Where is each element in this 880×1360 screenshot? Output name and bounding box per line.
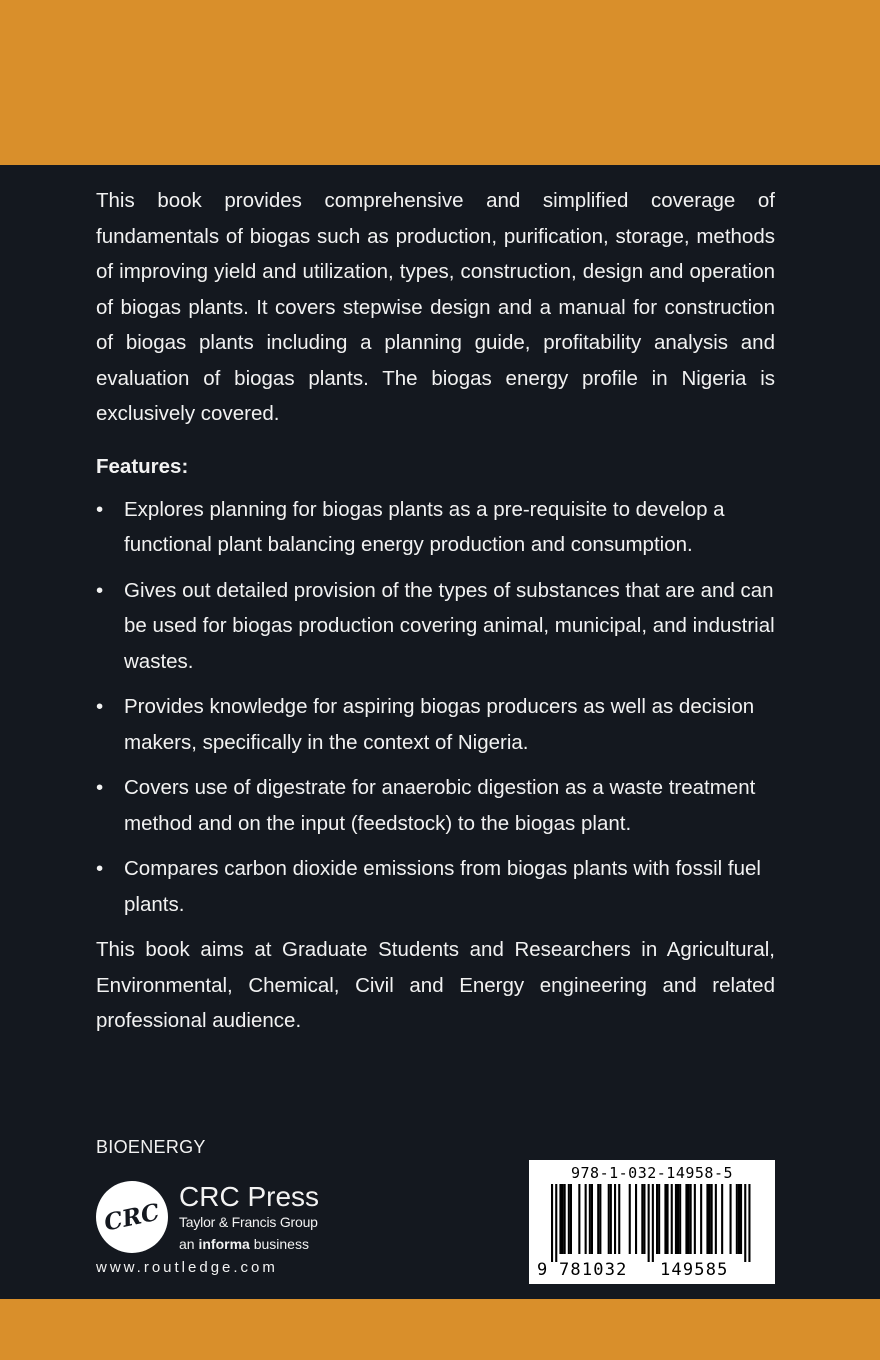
feature-item bbox=[96, 851, 775, 922]
crc-logo-icon: CRC bbox=[96, 1181, 168, 1253]
back-cover-text bbox=[96, 183, 775, 1039]
barcode-bar bbox=[562, 1184, 564, 1254]
feature-text: Gives out detailed provision of the types of substances that are and can be used for biogas production covering animal, municipal, and industrial wastes. bbox=[124, 578, 775, 673]
barcode-bar bbox=[700, 1184, 702, 1254]
barcode-bar bbox=[610, 1184, 612, 1254]
barcode-bar bbox=[599, 1184, 601, 1254]
publisher-tagline: an informa business bbox=[179, 1236, 309, 1252]
feature-item bbox=[96, 492, 775, 563]
barcode-bar bbox=[744, 1184, 746, 1262]
barcode-bar bbox=[730, 1184, 732, 1254]
barcode-bar bbox=[608, 1184, 610, 1254]
barcode-bar bbox=[559, 1184, 561, 1254]
barcode-bar bbox=[656, 1184, 658, 1254]
barcode-bar bbox=[721, 1184, 723, 1254]
barcode-bar bbox=[618, 1184, 620, 1254]
barcode-bar bbox=[551, 1184, 553, 1262]
barcode-bar bbox=[677, 1184, 679, 1254]
subject-category: BIOENERGY bbox=[96, 1137, 206, 1157]
barcode-bar bbox=[585, 1184, 587, 1254]
barcode-bar bbox=[578, 1184, 580, 1254]
barcode-bar bbox=[652, 1184, 654, 1262]
barcode-bar bbox=[667, 1184, 669, 1254]
barcode-bar bbox=[555, 1184, 557, 1262]
barcode-bar bbox=[614, 1184, 616, 1254]
bullet-icon: • bbox=[96, 497, 104, 521]
audience-paragraph: This book aims at Graduate Students and Researchers in Agricultural, Environmental, Chemical, Civil and Energy engineering and related professional audience. bbox=[96, 938, 775, 1032]
barcode-bar bbox=[658, 1184, 660, 1254]
barcode-bar bbox=[635, 1184, 637, 1254]
barcode-bar bbox=[671, 1184, 673, 1254]
barcode-bar bbox=[694, 1184, 696, 1254]
bullet-icon: • bbox=[96, 857, 104, 880]
barcode-bar bbox=[641, 1184, 643, 1254]
features-heading: Features: bbox=[96, 454, 189, 478]
barcode-bar bbox=[688, 1184, 690, 1254]
feature-item bbox=[96, 573, 775, 680]
barcode-bar bbox=[715, 1184, 717, 1254]
bullet-icon: • bbox=[96, 695, 104, 718]
feature-item bbox=[96, 770, 775, 841]
barcode-bar bbox=[597, 1184, 599, 1254]
barcode-bar bbox=[740, 1184, 742, 1254]
publisher-group: Taylor & Francis Group bbox=[179, 1214, 318, 1230]
barcode-bar bbox=[736, 1184, 738, 1254]
barcode-bar bbox=[748, 1184, 750, 1262]
website-link[interactable]: www.routledge.com bbox=[96, 1259, 278, 1276]
publisher-name: CRC Press bbox=[179, 1181, 320, 1212]
barcode-bar bbox=[568, 1184, 570, 1254]
barcode-bar bbox=[679, 1184, 681, 1254]
isbn-text: 978-1-032-14958-5 bbox=[570, 1164, 734, 1182]
barcode-bar bbox=[664, 1184, 666, 1254]
barcode-bar bbox=[709, 1184, 711, 1254]
barcode-bar bbox=[738, 1184, 740, 1254]
features-list bbox=[96, 492, 775, 923]
barcode-bar bbox=[591, 1184, 593, 1254]
barcode-bars bbox=[551, 1184, 753, 1262]
top-color-band bbox=[0, 0, 880, 165]
barcode-bar bbox=[629, 1184, 631, 1254]
feature-text: Compares carbon dioxide emissions from biogas plants with fossil fuel plants. bbox=[124, 857, 761, 916]
barcode-bar bbox=[706, 1184, 708, 1254]
bullet-icon: • bbox=[96, 578, 104, 602]
feature-text: Explores planning for biogas plants as a pre-requisite to develop a functional plant balancing energy production and consumption. bbox=[124, 497, 725, 556]
description-paragraph: This book provides comprehensive and simplified coverage of fundamentals of biogas such as production, purification, storage, methods of improving yield and utilization, types, construction, design and operation of biogas plants. It covers stepwise design and a manual for construction of biogas plants including a planning guide, profitability analysis and evaluation of biogas plants. The biogas energy profile in Nigeria is exclusively covered. bbox=[96, 189, 775, 425]
isbn-barcode: 978-1-032-14958-5 9 781032 149585 bbox=[529, 1160, 775, 1284]
bottom-color-band bbox=[0, 1299, 880, 1360]
barcode-bar bbox=[711, 1184, 713, 1254]
feature-text: Covers use of digestrate for anaerobic digestion as a waste treatment method and on the input (feedstock) to the biogas plant. bbox=[124, 776, 756, 835]
barcode-bar bbox=[564, 1184, 566, 1254]
barcode-bar bbox=[570, 1184, 572, 1254]
barcode-bar bbox=[690, 1184, 692, 1254]
barcode-bar bbox=[648, 1184, 650, 1262]
bullet-icon: • bbox=[96, 776, 104, 799]
barcode-bar bbox=[685, 1184, 687, 1254]
barcode-bar bbox=[589, 1184, 591, 1254]
barcode-bar bbox=[643, 1184, 645, 1254]
feature-text: Provides knowledge for aspiring biogas producers as well as decision makers, specifically in the context of Nigeria. bbox=[124, 695, 755, 754]
barcode-bar bbox=[675, 1184, 677, 1254]
feature-item bbox=[96, 689, 775, 760]
